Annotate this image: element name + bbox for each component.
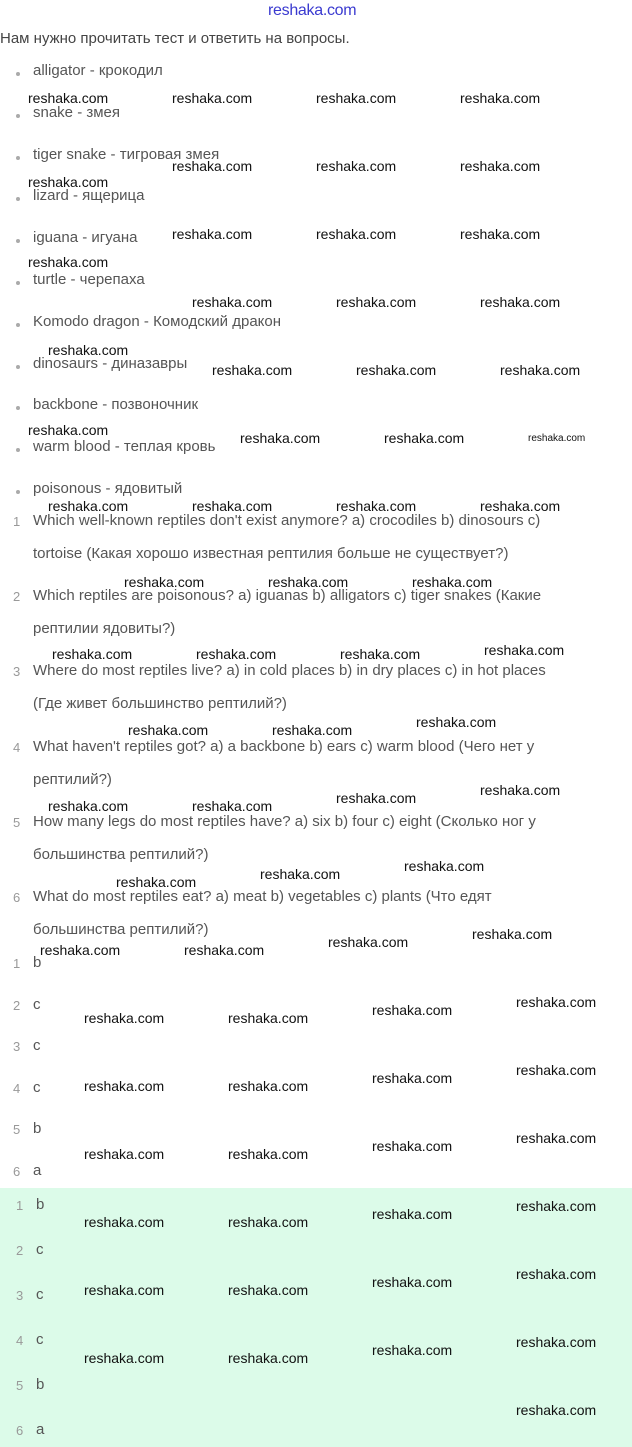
watermark-text: reshaka.com — [372, 1274, 453, 1290]
answer-number: 2 — [13, 997, 21, 1013]
watermark-text: reshaka.com — [340, 646, 421, 662]
bullet-icon — [16, 448, 20, 452]
question-line: What haven't reptiles got? a) a backbone b) ears c) warm blood (Чего нет у — [33, 737, 535, 755]
question-line: (Где живет большинство рептилий?) — [33, 695, 287, 713]
watermark-text: reshaka.com — [228, 1146, 309, 1162]
bullet-icon — [16, 323, 20, 327]
bullet-icon — [16, 72, 20, 76]
answer-value: b — [36, 1196, 45, 1213]
question-line: Which well-known reptiles don't exist anymore? a) crocodiles b) dinosours c) — [33, 512, 541, 529]
answer-number: 5 — [16, 1378, 24, 1393]
watermark-text: reshaka.com — [84, 1146, 165, 1162]
watermark-text: reshaka.com — [228, 1282, 309, 1298]
question-line: большинства рептилий?) — [33, 845, 209, 863]
answer-value: c — [33, 1078, 41, 1096]
watermark-text: reshaka.com — [516, 1266, 597, 1282]
answer-number: 2 — [16, 1243, 24, 1258]
watermark-text: reshaka.com — [192, 294, 273, 310]
watermark-text: reshaka.com — [116, 874, 197, 890]
watermark-text: reshaka.com — [372, 1002, 453, 1018]
answer-value: c — [33, 995, 41, 1013]
answer-value: a — [36, 1421, 45, 1438]
question-number: 1 — [13, 514, 21, 529]
watermark-text: reshaka.com — [228, 1350, 309, 1366]
watermark-text: reshaka.com — [404, 858, 485, 874]
vocabulary-item: lizard - ящерица — [33, 187, 145, 205]
watermark-text: reshaka.com — [260, 866, 341, 882]
watermark-text: reshaka.com — [516, 994, 597, 1010]
watermark-text: reshaka.com — [28, 422, 109, 438]
answer-number: 6 — [13, 1164, 21, 1179]
answer-number: 1 — [13, 956, 21, 971]
vocabulary-item: warm blood - теплая кровь — [33, 438, 216, 456]
watermark-text: reshaka.com — [196, 646, 277, 662]
watermark-text: reshaka.com — [84, 1350, 165, 1366]
answer-number: 5 — [13, 1122, 21, 1138]
question-number: 4 — [13, 739, 21, 755]
answer-number: 4 — [16, 1333, 24, 1348]
vocabulary-item: turtle - черепаха — [33, 271, 145, 288]
answer-value: b — [33, 954, 42, 971]
watermark-text: reshaka.com — [184, 942, 265, 958]
vocabulary-item: poisonous - ядовитый — [33, 480, 183, 497]
vocabulary-item: Komodo dragon - Комодский дракон — [33, 312, 282, 330]
vocabulary-item: tiger snake - тигровая змея — [33, 145, 220, 163]
vocabulary-item: dinosaurs - диназавры — [33, 354, 188, 372]
watermark-text: reshaka.com — [228, 1214, 309, 1230]
watermark-text: reshaka.com — [48, 798, 129, 814]
watermark-text: reshaka.com — [28, 254, 109, 270]
question-line: Which reptiles are poisonous? a) iguanas b) alligators c) tiger snakes (Какие — [33, 587, 542, 605]
watermark-text: reshaka.com — [172, 90, 253, 106]
watermark-text: reshaka.com — [84, 1010, 165, 1026]
watermark-text: reshaka.com — [516, 1130, 597, 1146]
vocabulary-item: alligator - крокодил — [33, 62, 163, 79]
watermark-text: reshaka.com — [128, 722, 209, 738]
intro-text: Нам нужно прочитать тест и ответить на вопросы. — [0, 30, 350, 47]
question-number: 3 — [13, 664, 21, 680]
bullet-icon — [16, 156, 20, 160]
answer-number: 4 — [13, 1080, 21, 1096]
watermark-text: reshaka.com — [516, 1402, 597, 1418]
answer-number: 6 — [16, 1423, 24, 1438]
bullet-icon — [16, 365, 20, 369]
answer-value: b — [36, 1376, 45, 1393]
watermark-text: reshaka.com — [516, 1062, 597, 1078]
watermark-text: reshaka.com — [484, 642, 565, 658]
watermark-text: reshaka.com — [336, 294, 417, 310]
answer-value: c — [33, 1037, 41, 1055]
watermark-text: reshaka.com — [472, 926, 553, 942]
watermark-text: reshaka.com — [516, 1334, 597, 1350]
watermark-text: reshaka.com — [52, 646, 133, 662]
watermark-text: reshaka.com — [412, 574, 493, 590]
answer-value: c — [36, 1241, 44, 1258]
watermark-text: reshaka.com — [40, 942, 121, 958]
vocabulary-item: snake - змея — [33, 103, 121, 121]
watermark-text: reshaka.com — [124, 574, 205, 590]
site-brand[interactable]: reshaka.com — [268, 2, 357, 19]
question-number: 5 — [13, 814, 21, 830]
bullet-icon — [16, 114, 20, 118]
bullet-icon — [16, 490, 20, 494]
watermark-text: reshaka.com — [372, 1206, 453, 1222]
watermark-text: reshaka.com — [356, 362, 437, 378]
answer-number: 3 — [13, 1039, 21, 1055]
question-number: 2 — [13, 589, 21, 605]
watermark-text: reshaka.com — [172, 226, 253, 242]
bullet-icon — [16, 406, 20, 410]
bullet-icon — [16, 281, 20, 285]
watermark-text: reshaka.com — [272, 722, 353, 738]
watermark-text: reshaka.com — [28, 90, 109, 106]
watermark-text: reshaka.com — [172, 158, 253, 174]
watermark-text: reshaka.com — [48, 498, 129, 514]
watermark-text: reshaka.com — [192, 798, 273, 814]
question-line: What do most reptiles eat? a) meat b) vegetables c) plants (Что едят — [33, 888, 492, 905]
watermark-text: reshaka.com — [372, 1138, 453, 1154]
watermark-text: reshaka.com — [84, 1078, 165, 1094]
watermark-text: reshaka.com — [228, 1078, 309, 1094]
watermark-text: reshaka.com — [516, 1198, 597, 1214]
watermark-text: reshaka.com — [500, 362, 581, 378]
watermark-text: reshaka.com — [480, 294, 561, 310]
bullet-icon — [16, 197, 20, 201]
watermark-text: reshaka.com — [416, 714, 497, 730]
question-line: рептилии ядовиты?) — [33, 620, 176, 638]
watermark-text: reshaka.com — [336, 790, 417, 806]
watermark-text: reshaka.com — [372, 1070, 453, 1086]
watermark-text: reshaka.com — [460, 90, 541, 106]
answer-value: a — [33, 1162, 42, 1179]
watermark-text: reshaka.com — [28, 174, 109, 190]
watermark-text: reshaka.com — [316, 158, 397, 174]
question-line: How many legs do most reptiles have? a) six b) four c) eight (Сколько ног у — [33, 812, 536, 830]
watermark-text: reshaka.com — [316, 226, 397, 242]
watermark-text: reshaka.com — [192, 498, 273, 514]
question-number: 6 — [13, 890, 21, 905]
watermark-text: reshaka.com — [480, 498, 561, 514]
watermark-text: reshaka.com — [212, 362, 293, 378]
answer-value: c — [36, 1286, 44, 1303]
question-line: большинства рептилий?) — [33, 921, 209, 938]
watermark-text: reshaka.com — [336, 498, 417, 514]
watermark-text: reshaka.com — [384, 430, 465, 446]
vocabulary-item: iguana - игуана — [33, 229, 138, 247]
answer-number: 1 — [16, 1198, 24, 1213]
question-line: рептилий?) — [33, 770, 112, 788]
watermark-text: reshaka.com — [480, 782, 561, 798]
answer-value: c — [36, 1331, 44, 1348]
question-line: tortoise (Какая хорошо известная рептилия больше не существует?) — [33, 545, 509, 562]
answer-number: 3 — [16, 1288, 24, 1303]
watermark-text: reshaka.com — [528, 433, 586, 444]
watermark-text: reshaka.com — [84, 1282, 165, 1298]
watermark-text: reshaka.com — [84, 1214, 165, 1230]
watermark-text: reshaka.com — [372, 1342, 453, 1358]
watermark-text: reshaka.com — [48, 342, 129, 358]
bullet-icon — [16, 239, 20, 243]
vocabulary-item: backbone - позвоночник — [33, 396, 199, 414]
watermark-text: reshaka.com — [460, 226, 541, 242]
question-line: Where do most reptiles live? a) in cold places b) in dry places c) in hot places — [33, 662, 546, 680]
watermark-text: reshaka.com — [460, 158, 541, 174]
watermark-text: reshaka.com — [316, 90, 397, 106]
watermark-text: reshaka.com — [228, 1010, 309, 1026]
watermark-text: reshaka.com — [268, 574, 349, 590]
watermark-text: reshaka.com — [328, 934, 409, 950]
answer-value: b — [33, 1120, 42, 1138]
watermark-text: reshaka.com — [240, 430, 321, 446]
